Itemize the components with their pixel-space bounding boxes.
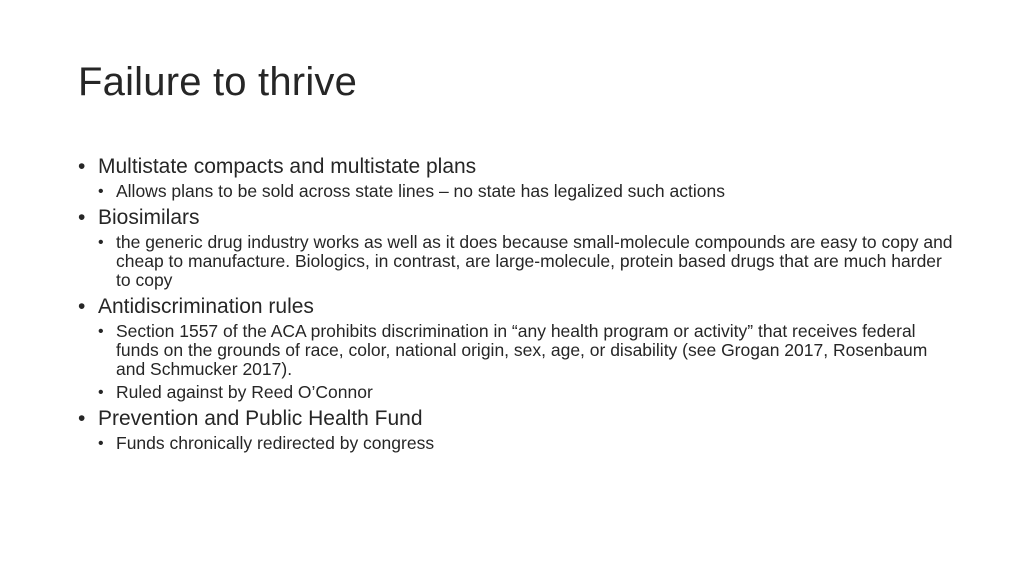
- sub-bullet-item: [78, 322, 958, 379]
- sub-bullet-text: Allows plans to be sold across state lines – no state has legalized such actions: [116, 181, 725, 201]
- sub-bullet-text: Section 1557 of the ACA prohibits discrimination in “any health program or activity” that receives federal funds on the grounds of race, color, national origin, sex, age, or disability (see Grogan 2017, Rosenbaum and Schmucker 2017).: [116, 321, 928, 379]
- bullet-icon: •: [78, 295, 86, 318]
- bullet-text: Biosimilars: [98, 206, 200, 229]
- bullet-icon: •: [78, 155, 86, 178]
- sub-bullet-text: Funds chronically redirected by congress: [116, 433, 435, 453]
- bullet-text: Multistate compacts and multistate plans: [98, 155, 477, 178]
- bullet-icon: •: [98, 323, 104, 340]
- bullet-item-antidiscrimination: [78, 294, 958, 320]
- sub-bullet-text: the generic drug industry works as well as it does because small-molecule compounds are easy to copy and cheap to manufacture. Biologics, in contrast, are large-molecule, protein based drugs that are much harder to copy: [116, 232, 953, 290]
- bullet-text: Prevention and Public Health Fund: [98, 407, 423, 430]
- slide-title: Failure to thrive: [78, 60, 358, 104]
- bullet-list: [78, 152, 958, 457]
- sub-bullet-list: [78, 322, 958, 402]
- sub-bullet-list: [78, 233, 958, 290]
- bullet-item-prevention-fund: [78, 406, 958, 432]
- bullet-icon: •: [98, 234, 104, 251]
- bullet-icon: •: [98, 384, 104, 401]
- sub-bullet-item: [78, 233, 958, 290]
- bullet-item-biosimilars: [78, 205, 958, 231]
- sub-bullet-list: [78, 182, 958, 201]
- sub-bullet-item: [78, 182, 958, 201]
- bullet-icon: •: [78, 206, 86, 229]
- sub-bullet-text: Ruled against by Reed O’Connor: [116, 382, 373, 402]
- sub-bullet-item: [78, 383, 958, 402]
- bullet-icon: •: [98, 183, 104, 200]
- sub-bullet-list: [78, 434, 958, 453]
- sub-bullet-item: [78, 434, 958, 453]
- bullet-text: Antidiscrimination rules: [98, 295, 314, 318]
- bullet-icon: •: [78, 407, 86, 430]
- bullet-item-multistate: [78, 154, 958, 180]
- bullet-icon: •: [98, 435, 104, 452]
